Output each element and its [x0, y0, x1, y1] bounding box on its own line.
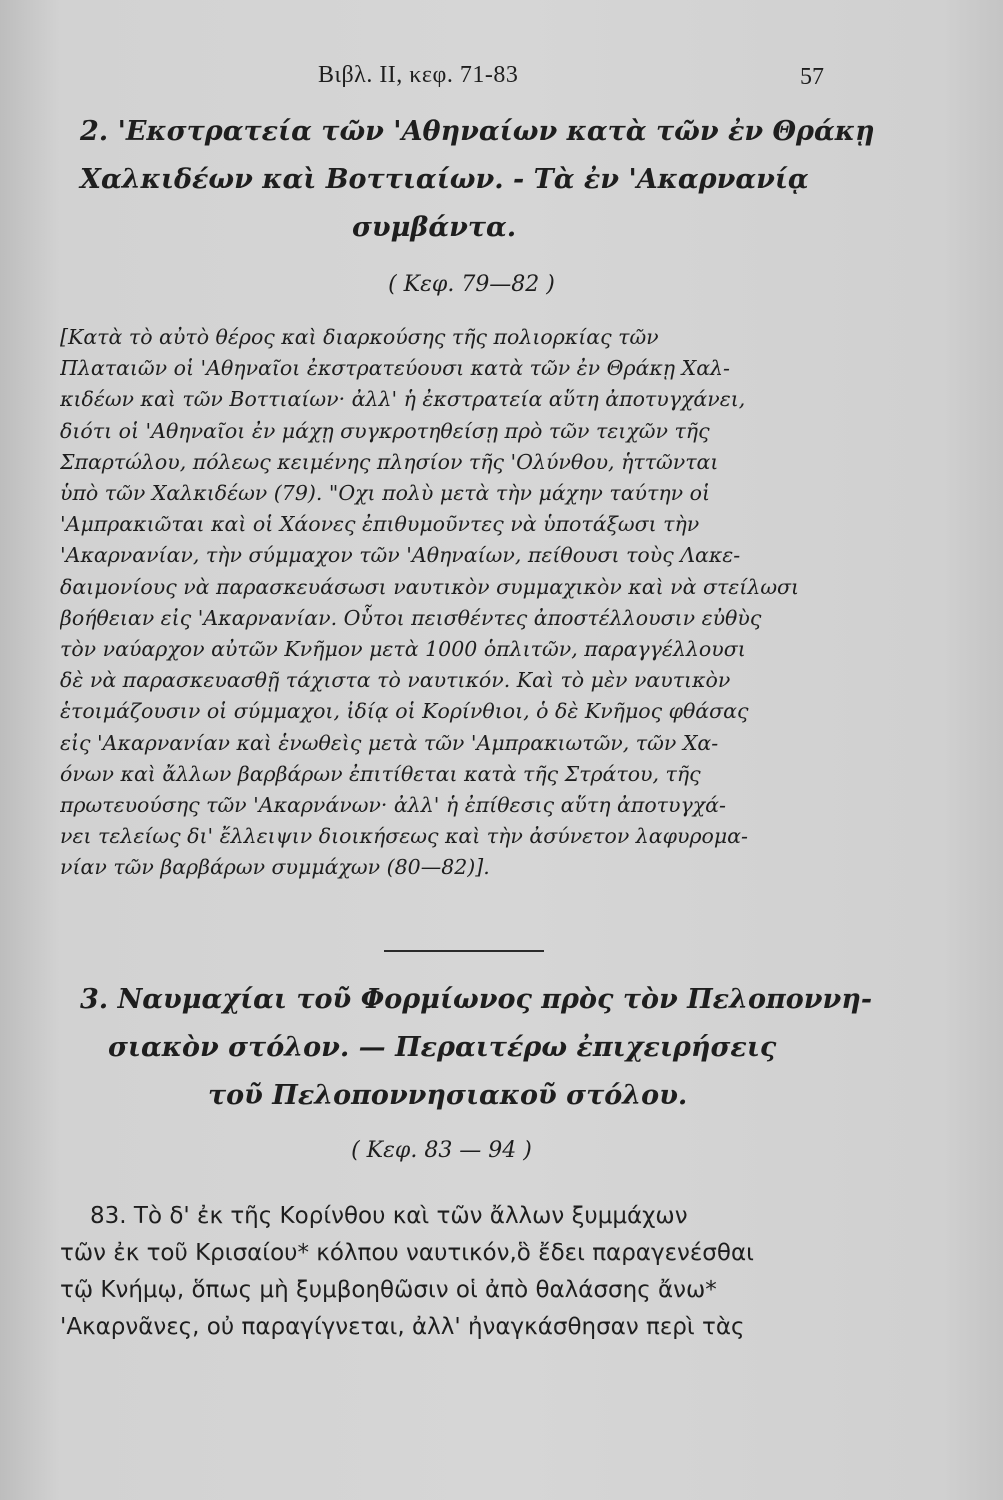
summary-line: εἰς 'Ακαρνανίαν καὶ ἑνωθεὶς μετὰ τῶν 'Αμπρακιωτῶν, τῶν Χα- — [60, 730, 719, 755]
summary-line: Πλαταιῶν οἱ 'Αθηναῖοι ἐκστρατεύουσι κατὰ τῶν ἐν Θράκῃ Χαλ- — [60, 356, 730, 381]
summary-line: δαιμονίους νὰ παρασκευάσωσι ναυτικὸν συμμαχικὸν καὶ νὰ στείλωσι — [60, 574, 800, 599]
section-3-heading-line: τοῦ Πελοποννησιακοῦ στόλου. — [208, 1080, 688, 1111]
running-head-title: Βιβλ. ΙΙ, κεφ. 71-83 — [318, 62, 519, 88]
summary-line: ὑπὸ τῶν Χαλκιδέων (79). "Οχι πολὺ μετὰ τὴν μάχην ταύτην οἱ — [60, 481, 710, 506]
summary-line: νίαν τῶν βαρβάρων συμμάχων (80—82)]. — [60, 855, 490, 880]
summary-line: δὲ νὰ παρασκευασθῇ τάχιστα τὸ ναυτικόν. Καὶ τὸ μὲν ναυτικὸν — [60, 668, 731, 693]
body-line: 83. Τὸ δ' ἐκ τῆς Κορίνθου καὶ τῶν ἄλλων ξυμμάχων — [90, 1203, 688, 1229]
body-line: 'Ακαρνᾶνες, οὐ παραγίγνεται, ἀλλ' ἠναγκάσθησαν περὶ τὰς — [60, 1314, 745, 1340]
body-line: τῶν ἐκ τοῦ Κρισαίου* κόλπου ναυτικόν,ὃ ἔδει παραγενέσθαι — [60, 1240, 754, 1266]
summary-line: βοήθειαν εἰς 'Ακαρνανίαν. Οὗτοι πεισθέντες ἀποστέλλουσιν εὐθὺς — [60, 605, 762, 630]
section-3-heading-line: 3. Ναυμαχίαι τοῦ Φορμίωνος πρὸς τὸν Πελοποννη- — [80, 984, 873, 1015]
section-divider — [384, 950, 544, 952]
summary-line: όνων καὶ ἄλλων βαρβάρων ἐπιτίθεται κατὰ τῆς Στράτου, τῆς — [60, 761, 701, 786]
summary-line: [Κατὰ τὸ αὐτὸ θέρος καὶ διαρκούσης τῆς πολιορκίας τῶν — [60, 325, 659, 349]
section-3-body — [60, 1198, 850, 1346]
summary-line: Σπαρτώλου, πόλεως κειμένης πλησίον τῆς 'Ολύνθου, ἡττῶνται — [60, 449, 719, 474]
section-2-heading-line: Χαλκιδέων καὶ Βοττιαίων. - Τὰ ἐν 'Ακαρνανίᾳ — [80, 164, 809, 195]
section-2-heading-line: 2. 'Εκστρατεία τῶν 'Αθηναίων κατὰ τῶν ἐν Θράκῃ — [80, 116, 875, 147]
page-number: 57 — [800, 64, 824, 90]
section-2-summary — [60, 322, 850, 884]
summary-line: τὸν ναύαρχον αὐτῶν Κνῆμον μετὰ 1000 ὁπλιτῶν, παραγγέλλουσι — [60, 637, 746, 662]
summary-line: 'Ακαρνανίαν, τὴν σύμμαχον τῶν 'Αθηναίων, πείθουσι τοὺς Λακε- — [60, 543, 741, 568]
summary-line: πρωτευούσης τῶν 'Ακαρνάνων· ἀλλ' ἡ ἐπίθεσις αὕτη ἀποτυγχά- — [60, 793, 726, 818]
summary-line: ἑτοιμάζουσιν οἱ σύμμαχοι, ἰδίᾳ οἱ Κορίνθιοι, ὁ δὲ Κνῆμος φθάσας — [60, 699, 749, 724]
section-3-heading-line: σιακὸν στόλον. — Περαιτέρω ἐπιχειρήσεις — [108, 1032, 777, 1063]
section-3-heading — [80, 976, 873, 1120]
summary-line: νει τελείως δι' ἔλλειψιν διοικήσεως καὶ τὴν ἀσύνετον λαφυρομα- — [60, 824, 748, 849]
body-line: τῷ Κνήμῳ, ὅπως μὴ ξυμβοηθῶσιν οἱ ἀπὸ θαλάσσης ἄνω* — [60, 1277, 717, 1303]
summary-line: κιδέων καὶ τῶν Βοττιαίων· ἀλλ' ἡ ἐκστρατεία αὕτη ἀποτυγχάνει, — [60, 387, 746, 412]
section-2-chapter-ref: ( Κεφ. 79—82 ) — [388, 272, 555, 297]
summary-line: 'Αμπρακιῶται καὶ οἱ Χάονες ἐπιθυμοῦντες νὰ ὑποτάξωσι τὴν — [60, 512, 700, 537]
summary-line: διότι οἱ 'Αθηναῖοι ἐν μάχῃ συγκροτηθείσῃ πρὸ τῶν τειχῶν τῆς — [60, 418, 710, 443]
running-head — [0, 56, 1003, 96]
section-3-chapter-ref: ( Κεφ. 83 — 94 ) — [351, 1138, 532, 1163]
section-2-heading — [80, 108, 875, 252]
section-2-heading-line: συμβάντα. — [352, 212, 517, 243]
